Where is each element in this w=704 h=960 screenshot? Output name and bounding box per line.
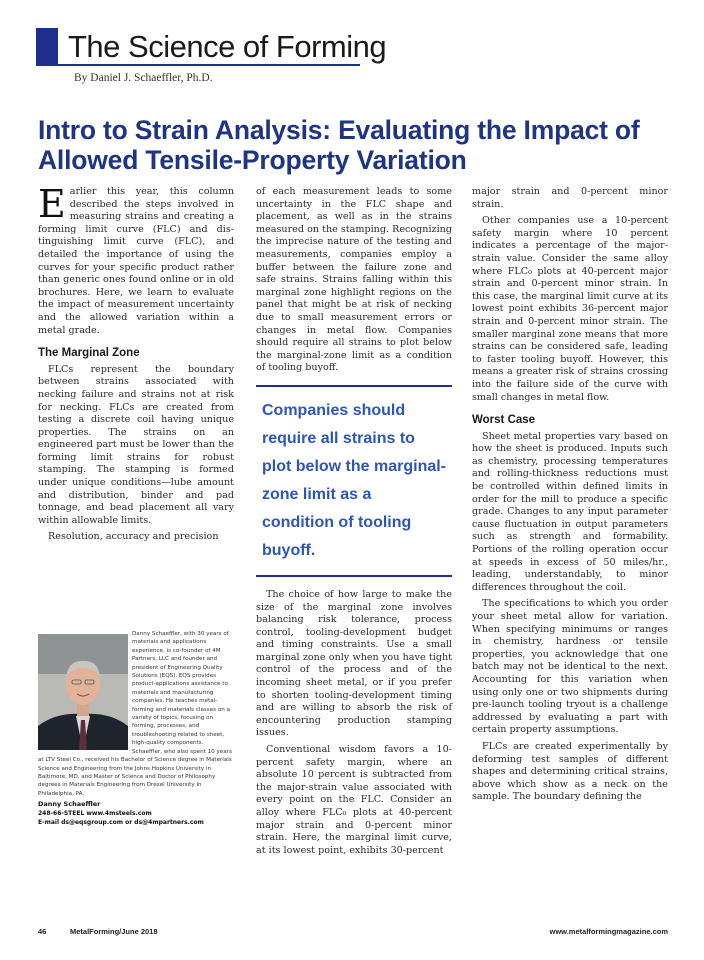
body-paragraph: Other companies use a 10-percent safety margin where 10 percent indicates a percentage of the major-strain value. Consider the same alloy where FLC₀ plots at 40-percent major strain and 0-percent minor strain. In this case, the marginal limit curve at its lowest point exhibits 36-percent major strain and 0-percent minor strain. The smaller marginal zone means that more strains can be considered safe, leading to faster tooling buyoff. However, this means a greater risk of strains crossing into the failure side of the curve with small changes in metal flow. (472, 215, 668, 403)
author-photo (38, 634, 128, 750)
page-footer (38, 927, 668, 939)
body-paragraph: Sheet metal properties vary based on how the sheet is produced. Inputs such as chemistry, processing temperatures and rolling-thickness reductions must be controlled within defined limits in order for the mill to produce a specific grade. Changes to any input parameter cause fluctuation in output parameters such as strength and formability. Portions of the rolling operation occur at speeds in excess of 50 miles/hr., leading, understandably, to minor differences throughout the coil. (472, 430, 668, 593)
body-paragraph: Conventional wisdom favors a 10-percent safety margin, where an absolute 10 percent is subtracted from the major-strain value associated with every point on the FLC. Consider an alloy where FLC₀ plots at 40-percent major strain and 0-percent minor strain. Here, the marginal limit curve, at its lowest point, exhibits 30-percent (256, 744, 452, 856)
page-number: 46 (38, 927, 47, 936)
department-color-bar (36, 28, 58, 66)
author-name: Danny Schaeffler (38, 800, 101, 809)
intro-text: arlier this year, this column described the steps involved in measuring strains and creating a forming limit curve (FLC) and distinguishing limit curve (FLC), and detailed the importance of using the curves for your specific product rather than generic ones found online or in old brochures. Here, we learn to evaluate the impact of measurement uncertainty and the allowed variation within a metal grade. (38, 186, 234, 336)
author-phone-web: 248-66-STEEL www.4msteels.com (38, 809, 152, 817)
column-1 (38, 182, 234, 548)
magazine-website[interactable]: www.metalformingmagazine.com (549, 927, 668, 936)
pull-quote: Companies should require all strains to plot below the marginal-zone limit as a condition of tooling buyoff. (256, 385, 452, 577)
intro-paragraph (38, 182, 234, 337)
body-paragraph: The choice of how large to make the size of the marginal zone involves balancing risk tolerance, process control, tooling-development budget and timing constraints. Use a small marginal zone only when you have tight control of the process and of the incoming sheet metal, or if you prefer to shorten tooling-development timing and are willing to absorb the risk of encountering production stamping issues. (256, 588, 452, 739)
body-paragraph: major strain and 0-percent minor strain. (472, 186, 668, 210)
author-bio (38, 630, 234, 827)
column-3 (472, 186, 668, 808)
body-paragraph: FLCs represent the boundary between strains associated with necking failure and strains not at risk for necking. FLCs are created from testing a discrete coil having unique properties. The strains on an engineered part must be lower than the forming limit strains for robust stamping. The stamping is formed under unique conditions—lube amount and distribution, binder and pad tonnage, and bead placement all vary within allowable limits. (38, 363, 234, 526)
subhead-worst-case: Worst Case (472, 414, 536, 427)
body-paragraph: of each measurement leads to some uncertainty in the FLC shape and placement, as well as in the strains measured on the stamping. Recognizing the imprecise nature of the testing and measurements, companies employ a buffer between the failure zone and safe strains. Strains falling within this marginal zone highlight regions on the panel that might be at risk of necking due to small measurement errors or changes in metal flow. Companies should require all strains to plot below the marginal-zone limit as a condition of tooling buyoff. (256, 186, 452, 374)
column-2 (256, 186, 452, 861)
body-paragraph: FLCs are created experimentally by deforming test samples of different shapes and determining critical strains, above which show as a neck on the sample. The boundary defining the (472, 740, 668, 803)
body-paragraph: Resolution, accuracy and precision (48, 531, 219, 543)
byline: By Daniel J. Schaeffler, Ph.D. (74, 72, 213, 84)
bio-paragraph: Danny Schaeffler, with 30 years of materials and applications experience, is co-founder of 4M Partners, LLC and founder and president of Engineering Quality Solutions (EQS). EQS provides product-applications assistance to materials and manufacturing companies. He teaches metal-forming and materials classes on a variety of topics, focusing on forming, processes, and troubleshooting related to sheet, high-quality components. Schaeffler, who also spent 10 years at LTV Steel Co., received his Bachelor of Science degree in Materials Science and Engineering from the Johns Hopkins University in Baltimore, MD, and Master of Science and Doctor of Philosophy degrees in Materials Engineering from Drexel University in Philadelphia, PA. (38, 631, 232, 797)
author-email: E-mail ds@eqsgroup.com or ds@4mpartners.com (38, 818, 204, 826)
body-paragraph: The specifications to which you order your sheet metal allow for variation. When specifying minimums or ranges in chemistry, hardness or tensile properties, you acknowledge that one batch may not be identical to the next. Accounting for this variation when using only one or two shipments during pre-launch tooling tryout is a challenge addressed by evaluating a part with certain property assumptions. (472, 598, 668, 736)
magazine-issue: MetalForming/June 2018 (70, 927, 158, 936)
department-title: The Science of Forming (68, 29, 387, 64)
subhead-marginal-zone: The Marginal Zone (38, 347, 140, 360)
drop-cap: E (38, 182, 66, 226)
department-rule (58, 64, 360, 66)
article-headline: Intro to Strain Analysis: Evaluating the Impact of Allowed Tensile-Property Variation (38, 115, 640, 175)
